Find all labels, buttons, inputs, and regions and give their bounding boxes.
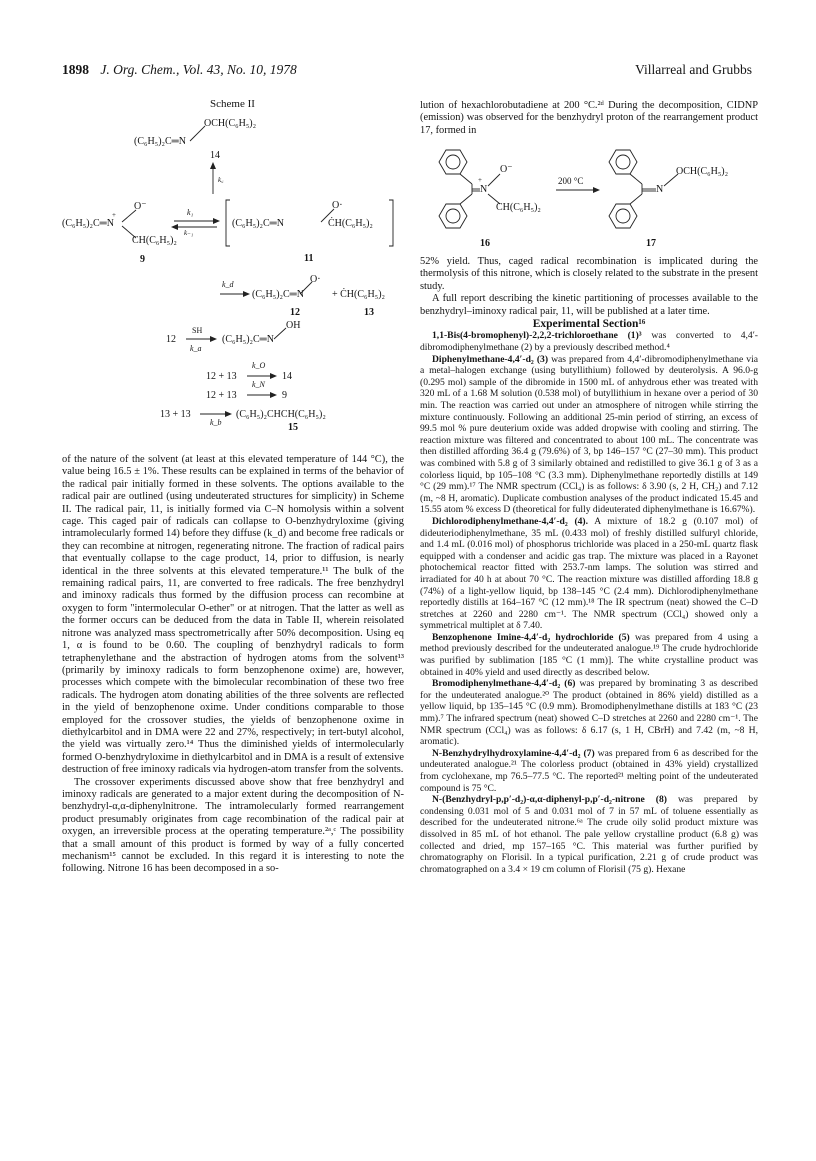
exp-text: was prepared from 4,4′-dibromodiphenylmethane via a metal–halogen exchange (using butyllithium) followed by deuterolysis. A 96.0-g (0.295 mol) sample of the dibromide in 1500 mL of anhydrous ether was treated with 320 mL of a 1.68 M solution (0.538 mol) of butyllithium in hexane over a period of 30 min. The reaction was carried out under an atmosphere of nitrogen while stirring the mixture continuously. Following an additional 25-min period of stirring, an excess of 99.5 mol % pure deuterium oxide was added dropwise with cooling and stirring. The reaction mixture was filtered and concentrated to about 100 mL. The concentrate was then distilled affording 36.4 g (79.6%) of 3, bp 146–157 °C (27–30 mm). This product was combined with 5.8 g of 3 similarly obtained and redistilled to give 36.1 g of 3 as a colorless liquid, bp 105–108 °C (3.3 mm). Diphenylmethane reportedly distills at 149 °C (29 mm).¹⁷ The NMR spectrum (CCl₄) is as follows: δ 3.90 (s, 2 H, CH₂) and 7.12 (m, ~8 H, aromatic). Duplicate combustion analyses of the product indicated 15.45 and 15.55 atom % excess D (theoretical for fully dideuterated diphenylmethane is 16.67%). bbox=[420, 353, 759, 516]
exp-paragraph bbox=[420, 748, 758, 794]
header-left bbox=[62, 62, 297, 78]
experimental-section-title: Experimental Section¹⁶ bbox=[532, 318, 646, 331]
fluorenone-structures bbox=[420, 146, 758, 250]
scheme-9-ominus: O⁻ bbox=[134, 201, 147, 212]
page-number: 1898 bbox=[62, 62, 89, 77]
scheme-k-1-label: k₋₁ bbox=[184, 229, 194, 237]
c16-n: N bbox=[480, 184, 488, 195]
exp-text: was prepared by brominating 3 as described for the undeuterated analogue.²⁰ The product (obtained in 86% yield) distilled as a yellow liquid, bp 135–145 °C (0.9 mm). Bromodiphenylmethane distills at 183 °C (23 mm).⁷ The infrared spectrum (neat) showed C–D stretches at 2260 and 2280 cm⁻¹. The NMR spectrum (CCl₄) was as follows: δ 6.17 (s, 1 H, CBrH) and 7.42 (m, ~8 H, aromatic). bbox=[420, 678, 758, 748]
compound-16-number: 16 bbox=[480, 238, 490, 249]
nitrone-16-17-scheme bbox=[420, 146, 758, 250]
scheme-13-formula: + ĊH(C₆H₅)₂ bbox=[332, 289, 386, 300]
scheme-r3-k: k_N bbox=[252, 380, 265, 389]
c16-plus: + bbox=[478, 176, 482, 184]
c17-substituent: OCH(C₆H₅)₂ bbox=[676, 166, 729, 177]
scheme-9-number: 9 bbox=[140, 254, 145, 265]
exp-paragraph bbox=[420, 354, 758, 516]
scheme-k1-label: k₁ bbox=[187, 208, 194, 217]
scheme-r1-sh: SH bbox=[192, 326, 203, 335]
right-top-paragraph: lution of hexachlorobutadiene at 200 °C.²ᵈ During the decomposition, CIDNP (emission) was observed for the benzhydryl proton of the rearrangement product 17, formed in bbox=[420, 100, 758, 136]
scheme-r3-product: 9 bbox=[282, 390, 287, 401]
exp-paragraph bbox=[420, 794, 758, 875]
exp-text: was prepared by condensing 0.031 mol of 5 and 0.031 mol of 7 in 57 mL of toluene essentially as described for the undeuterated nitrone.⁶ᵃ The crude oily solid product mixture was dissolved in 85 mL of hot ethanol. The pale yellow crystalline product (6.8 g) was collected and dried, mp 157–165 °C. This material was further purified by chromatography on Florisil. In a typical purification, 2.21 g of crude product was chromatographed on a 3.4 × 19 cm column of Florisil (75 g). Hexane bbox=[420, 794, 759, 875]
exp-text: A mixture of 18.2 g (0.107 mol) of dideuteriodiphenylmethane, 35 mL (0.433 mol) of freshly distilled sulfuryl chloride, and 1.4 mL (0.016 mol) of phosphorus trichloride was placed in a 250-mL quartz flask equipped with a condenser and acidic gas trap. The mixture was placed in a Rayonet photochemical reactor fitted with 253.7-nm lamps. The solution was stirred and irradiated for 40 h at about 70 °C. The reaction mixture was distilled affording 18.8 g (74%) of a light-yellow liquid, bp 138–145 °C (2.4 mm). Dichlorodiphenylmethane reportedly distills at 164–167 °C (12 mm).¹⁸ The IR spectrum (neat) showed the C–D stretches at 2260 and 2280 cm⁻¹. The NMR spectrum (CCl₄) showed only a symmetrical multiplet at δ 7.40. bbox=[420, 515, 758, 632]
compound-17-number: 17 bbox=[646, 238, 656, 249]
right-mid-paragraph-1: 52% yield. Thus, caged radical recombination is implicated during the thermolysis of this nitrone, which is closely related to the substrate in the present study. bbox=[420, 256, 758, 292]
scheme-pair-right: ĊH(C₆H₅)₂ bbox=[328, 218, 373, 229]
scheme-r2-product: 14 bbox=[282, 371, 292, 382]
scheme-12-o: O· bbox=[310, 274, 321, 285]
c17-n: N bbox=[656, 184, 664, 195]
experimental-section bbox=[420, 330, 758, 875]
exp-text: was converted to 4,4′-dibromodiphenylmethane (2) by a previously described method.⁴ bbox=[420, 330, 758, 354]
journal-citation: J. Org. Chem., Vol. 43, No. 10, 1978 bbox=[100, 62, 297, 77]
right-mid-paragraph-2: A full report describing the kinetic partitioning of processes available to the benzhydryl–iminoxy radical pair, 11, will be published at a later time. bbox=[420, 293, 758, 317]
scheme-9-plus: + bbox=[112, 211, 116, 219]
scheme-pair-left: (C₆H₅)₂C═N bbox=[232, 218, 284, 229]
exp-compound-heading: Benzophenone Imine-4,4′-d₂ hydrochloride (5) bbox=[432, 631, 630, 643]
scheme-r1-left: 12 bbox=[166, 334, 176, 345]
scheme-12-number: 12 bbox=[290, 307, 300, 318]
header-authors: Villarreal and Grubbs bbox=[635, 62, 752, 77]
scheme-r1-ka: k_a bbox=[190, 344, 202, 353]
scheme-11-number: 11 bbox=[304, 253, 314, 264]
exp-compound-heading: Dichlorodiphenylmethane-4,4′-d₂ (4). bbox=[432, 515, 589, 527]
left-paragraph-2: The crossover experiments discussed above show that free benzhydryl and iminoxy radicals are generated to a major extent during the decomposition of N-benzhydryl-α,α-diphenylnitrone. The intramolecularly formed rearrangement product presumably originates from cage recombination of the radical pair at oxygen, an irreversible process at the operating temperature.²ᵃ,ᶜ The possibility that a small amount of this product is formed by way of a fully concerted mechanism¹⁵ cannot be excluded. In this regard it is interesting to note the following. Nitrone 16 has been decomposed in a so- bbox=[62, 776, 404, 875]
exp-text: was prepared from 4 using a method previously described for the undeuterated analogue.¹⁹ The crude hydrochloride was purified by sublimation [185 °C (1 mm)]. The white crystalline product was obtained in 40% yield and used directly as described below. bbox=[420, 631, 758, 678]
scheme-14-main: (C₆H₅)₂C═N bbox=[134, 136, 186, 147]
reaction-condition: 200 °C bbox=[558, 176, 584, 186]
scheme-r4-product: (C₆H₅)₂CHCH(C₆H₅)₂ bbox=[236, 409, 326, 420]
scheme-r4-k: k_b bbox=[210, 418, 222, 427]
scheme-14-number: 14 bbox=[210, 150, 220, 161]
scheme-r2-k: k_O bbox=[252, 361, 266, 370]
exp-paragraph bbox=[420, 330, 758, 353]
scheme-9-sub: CH(C₆H₅)₂ bbox=[132, 235, 177, 246]
scheme-r1-right: (C₆H₅)₂C═N bbox=[222, 334, 274, 345]
scheme-14-substituent: OCH(C₆H₅)₂ bbox=[204, 118, 257, 129]
exp-paragraph bbox=[420, 632, 758, 678]
scheme-r2-reactants: 12 + 13 bbox=[206, 371, 237, 382]
exp-compound-heading: N-(Benzhydryl-p,p′-d₂)-α,α-diphenyl-p,p′-d₂-nitrone (8) bbox=[432, 794, 667, 806]
exp-text: was prepared from 6 as described for the undeuterated analogue.²¹ The colorless product (obtained in 43% yield) crystallized from cyclohexane, mp 76.5–77.5 °C. The reported²¹ melting point of the undeuterated compound is 75 °C. bbox=[420, 747, 758, 794]
exp-compound-heading: 1,1-Bis(4-bromophenyl)-2,2,2-trichloroethane (1)³ bbox=[432, 330, 642, 342]
exp-paragraph bbox=[420, 516, 758, 632]
left-paragraph-1: of the nature of the solvent (at least at this elevated temperature of 144 °C), the value being 16.5 ± 1%. These results can be explained in terms of the behavior of the radical pair initially formed in these solvents. The options available to the radical pair are outlined (using undeuterated structures for simplicity) in Scheme II. The radical pair, 11, is initially formed via C–N homolysis within a solvent cage. This caged pair of radicals can collapse to O-benzhydryloxime (giving intramolecularly formed 14) before they diffuse (k_d) and become free radicals or they can recombine at nitrogen, regenerating nitrone. The fraction of radical pairs that eventually collapse to the cage product, 14, prior to diffusion, is nearly identical in the three solvents at this elevated temperature.¹¹ The bulk of the remaining radical pairs, 11, are converted to free radicals. The free benzhydryl and iminoxy radicals thus formed by the diffusion process can recombine at oxygen to form "intermolecular O-ether" or at nitrogen. That the latter as well as the former occurs can be deduced from the data in Table II, wherein reisolated nitrone was analyzed mass spectrometrically after 50% decomposition. Using eq 1, α is found to be 0.60. The coupling of benzhydryl radicals to form tetraphenylethane and the abstraction of hydrogen atoms from the solvent¹³ (primarily by iminoxy radicals to form benzophenone oxime) are, however, processes which compete with the bimolecular recombination of these two free radicals. The hydrogen atom donating abilities of the three solvents are reflected in the yield of benzophenone oxime. Under conditions comparable to those employed for the crossover studies, the yields of benzophenone oxime in diethylcarbitol and in DMA were 22 and 27%, respectively; in tert-butyl alcohol, the yield was virtually zero.¹⁴ Thus the diminished yields of intermolecularly formed O-benzhydryloxime in diethylcarbitol and in DMA is a result of extensive destruction of free iminoxy radicals via hydrogen-atom transfer from the solvents. bbox=[62, 454, 404, 776]
scheme-13-number: 13 bbox=[364, 307, 374, 318]
scheme-r1-oh: OH bbox=[286, 320, 301, 331]
exp-compound-heading: Bromodiphenylmethane-4,4′-d₂ (6) bbox=[432, 678, 576, 690]
scheme-9-main: (C₆H₅)₂C═N bbox=[62, 218, 114, 229]
c16-ominus: O⁻ bbox=[500, 164, 513, 175]
scheme-title: Scheme II bbox=[210, 98, 255, 110]
exp-compound-heading: Diphenylmethane-4,4′-d₂ (3) bbox=[432, 353, 549, 365]
right-column-top bbox=[420, 100, 758, 137]
scheme-kd-label: k_d bbox=[222, 280, 234, 289]
right-column-body bbox=[420, 256, 758, 875]
scheme-12-formula: (C₆H₅)₂C═N bbox=[252, 289, 304, 300]
scheme-15-number: 15 bbox=[288, 422, 298, 433]
page-header bbox=[62, 62, 752, 82]
scheme-ii bbox=[62, 96, 404, 456]
scheme-r4-reactants: 13 + 13 bbox=[160, 409, 191, 420]
scheme-r3-reactants: 12 + 13 bbox=[206, 390, 237, 401]
scheme-kc-label: k꜀ bbox=[218, 176, 224, 184]
c16-substituent: CH(C₆H₅)₂ bbox=[496, 202, 541, 213]
scheme-pair-o: O· bbox=[332, 200, 343, 211]
exp-compound-heading: N-Benzhydrylhydroxylamine-4,4′-d₂ (7) bbox=[432, 747, 595, 759]
scheme-lines bbox=[62, 96, 404, 456]
exp-paragraph bbox=[420, 678, 758, 748]
left-column bbox=[62, 454, 404, 876]
